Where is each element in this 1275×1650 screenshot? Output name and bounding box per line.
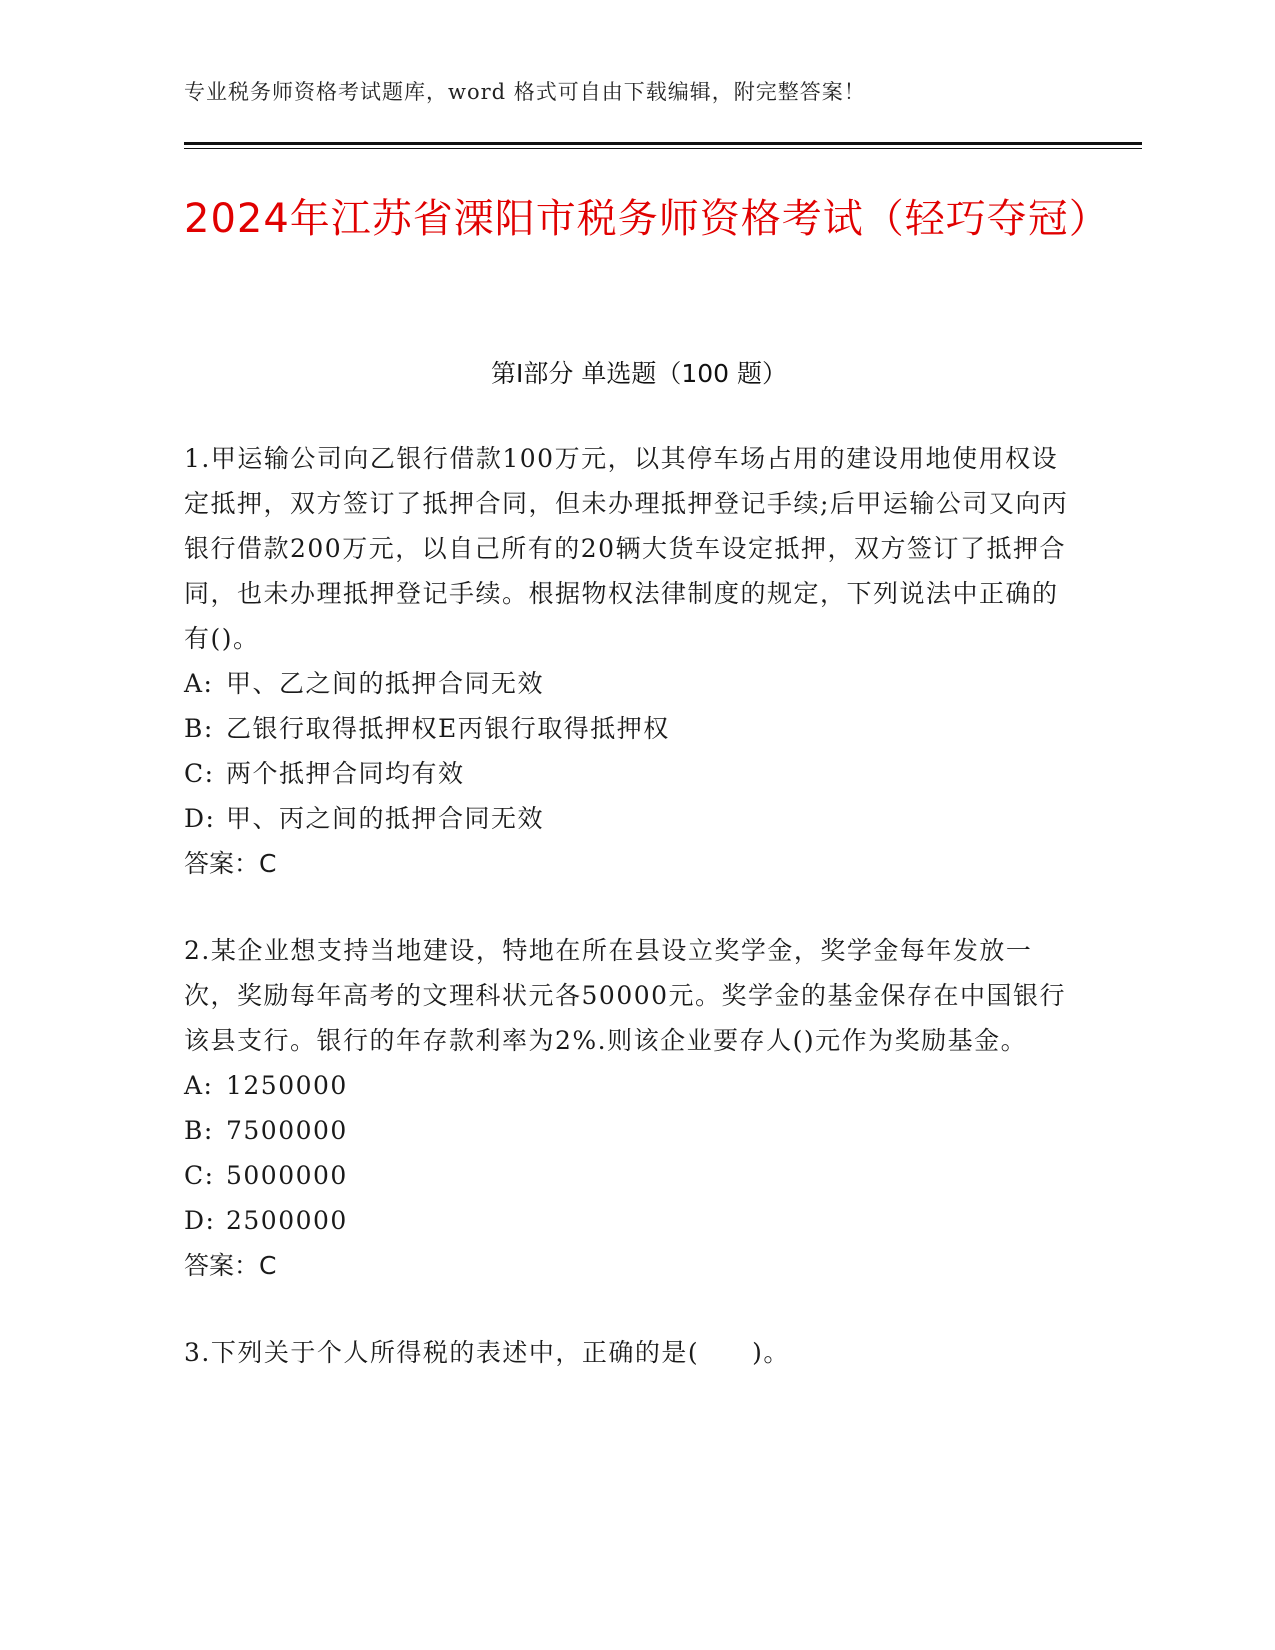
option-text: 甲、乙之间的抵押合同无效	[226, 669, 545, 698]
question-3	[184, 1330, 1074, 1375]
option-a	[184, 1063, 1074, 1108]
header-divider-thin	[184, 148, 1142, 149]
option-key: C:	[184, 759, 215, 788]
question-1	[184, 436, 1074, 886]
section-title: 第Ⅰ部分 单选题（100 题）	[491, 359, 787, 388]
option-key: A:	[184, 669, 214, 698]
option-d	[184, 1198, 1074, 1243]
question-answer: 答案：C	[184, 1251, 277, 1280]
option-b	[184, 706, 1074, 751]
question-stem: 2.某企业想支持当地建设，特地在所在县设立奖学金，奖学金每年发放一次，奖励每年高考的文理科状元各50000元。奖学金的基金保存在中国银行该县支行。银行的年存款利率为2%.则该企业要存人()元作为奖励基金。	[184, 936, 1067, 1055]
option-text: 2500000	[226, 1206, 348, 1235]
option-b	[184, 1108, 1074, 1153]
question-stem: 3.下列关于个人所得税的表述中，正确的是( )。	[184, 1338, 790, 1367]
option-text: 1250000	[226, 1071, 348, 1100]
option-c	[184, 1153, 1074, 1198]
option-key: D:	[184, 1206, 216, 1235]
option-text: 7500000	[226, 1116, 348, 1145]
option-text: 5000000	[226, 1161, 348, 1190]
option-a	[184, 661, 1074, 706]
option-d	[184, 796, 1074, 841]
question-stem: 1.甲运输公司向乙银行借款100万元，以其停车场占用的建设用地使用权设定抵押，双方签订了抵押合同，但未办理抵押登记手续;后甲运输公司又向丙银行借款200万元，以自己所有的20辆大货车设定抵押，双方签订了抵押合同，也未办理抵押登记手续。根据物权法律制度的规定，下列说法中正确的有()。	[184, 444, 1069, 653]
header-note: 专业税务师资格考试题库，word 格式可自由下载编辑，附完整答案！	[184, 80, 866, 104]
option-text: 两个抵押合同均有效	[226, 759, 465, 788]
header-divider-thick	[184, 142, 1142, 145]
question-2	[184, 928, 1074, 1288]
option-key: C:	[184, 1161, 215, 1190]
option-text: 甲、丙之间的抵押合同无效	[226, 804, 545, 833]
option-key: A:	[184, 1071, 214, 1100]
question-list	[184, 436, 1074, 1417]
option-key: B:	[184, 1116, 214, 1145]
option-key: D:	[184, 804, 216, 833]
option-key: B:	[184, 714, 214, 743]
question-answer: 答案：C	[184, 849, 277, 878]
document-title: 2024年江苏省溧阳市税务师资格考试（轻巧夺冠）	[184, 196, 1110, 242]
option-text: 乙银行取得抵押权E丙银行取得抵押权	[226, 714, 670, 743]
option-c	[184, 751, 1074, 796]
